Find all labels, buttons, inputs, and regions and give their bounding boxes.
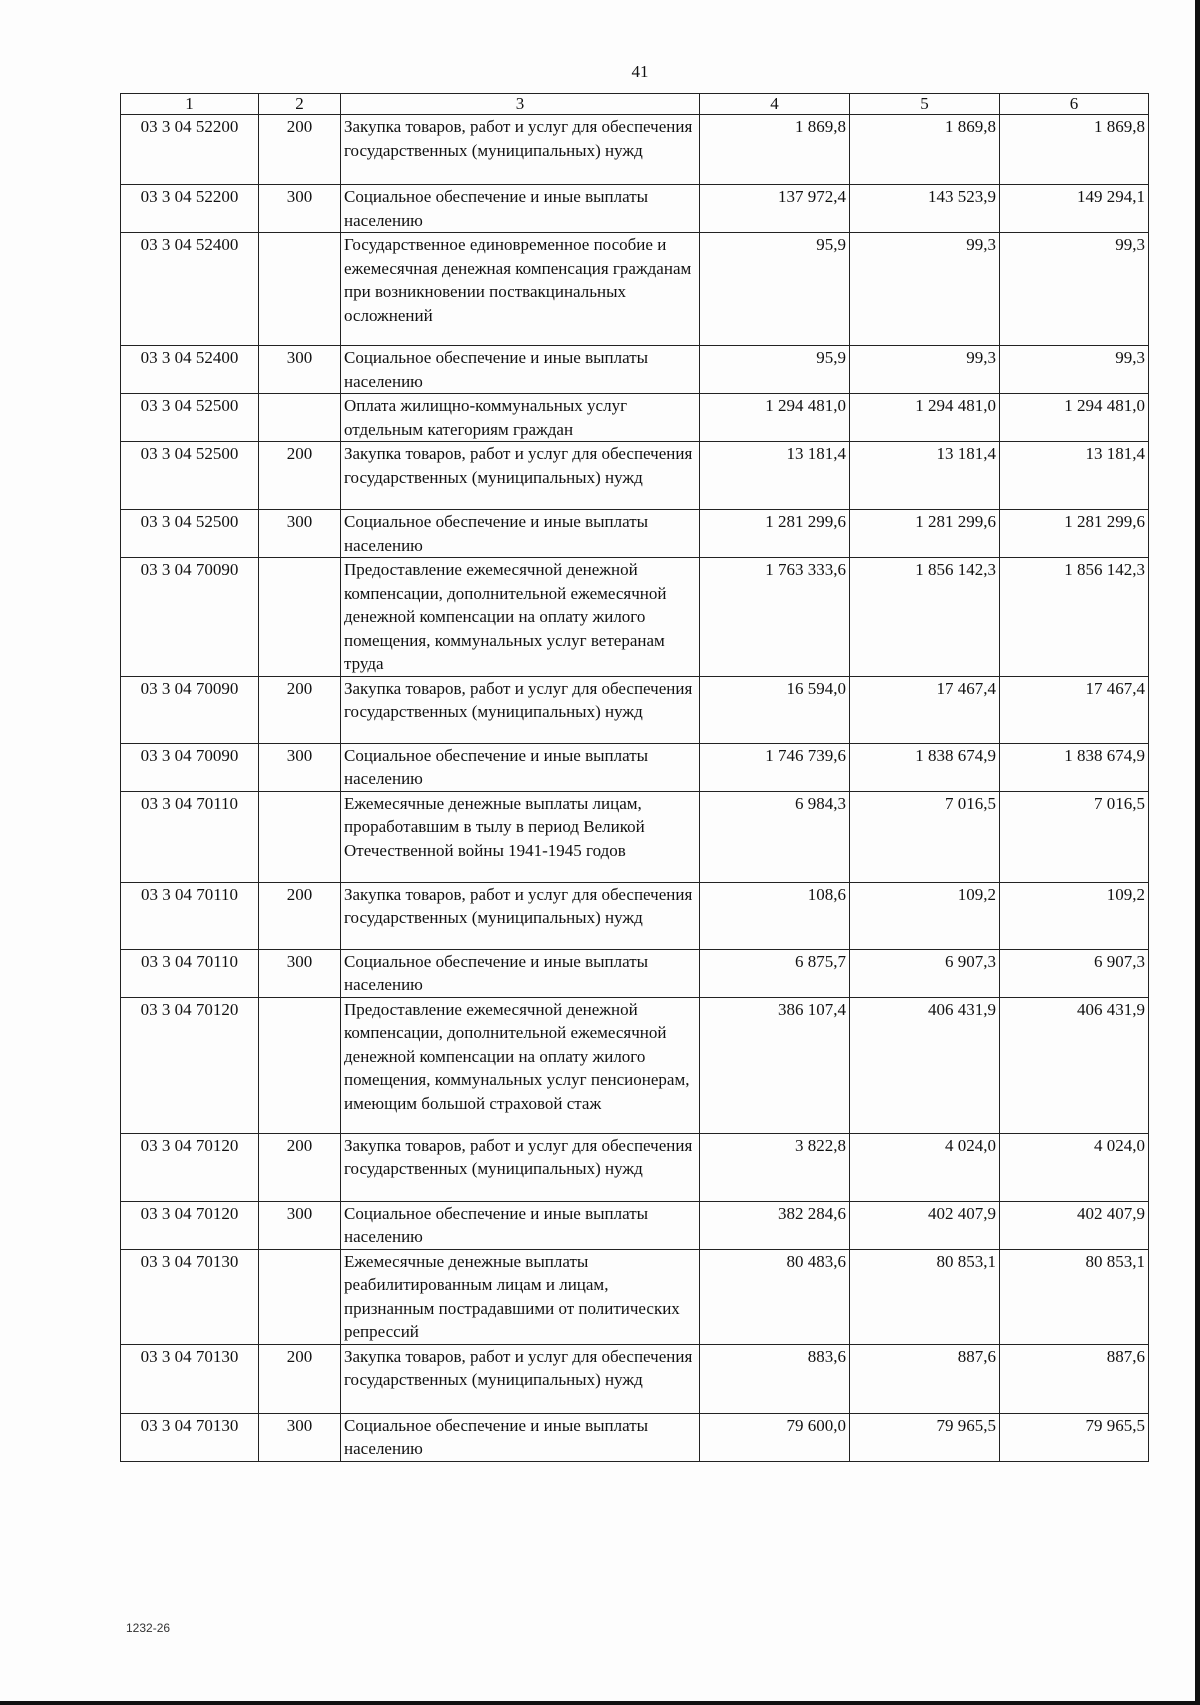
row-value-col4: 6 984,3 (700, 791, 850, 882)
table-row (121, 1133, 1149, 1201)
row-value-col5: 6 907,3 (850, 949, 1000, 997)
row-value-col6: 1 281 299,6 (1000, 510, 1149, 558)
table-row (121, 558, 1149, 677)
table-row (121, 949, 1149, 997)
row-code: 03 3 04 52200 (121, 115, 259, 185)
row-value-col5: 109,2 (850, 882, 1000, 949)
row-expense-type: 200 (259, 115, 341, 185)
row-value-col5: 80 853,1 (850, 1249, 1000, 1344)
row-value-col4: 1 294 481,0 (700, 394, 850, 442)
row-expense-type: 200 (259, 1344, 341, 1413)
row-expense-type: 300 (259, 1201, 341, 1249)
row-value-col4: 95,9 (700, 346, 850, 394)
header-col-5: 5 (850, 94, 1000, 115)
table-row (121, 743, 1149, 791)
row-value-col4: 883,6 (700, 1344, 850, 1413)
row-code: 03 3 04 70130 (121, 1249, 259, 1344)
row-code: 03 3 04 52500 (121, 442, 259, 510)
row-description: Социальное обеспечение и иные выплаты населению (341, 949, 700, 997)
header-col-4: 4 (700, 94, 850, 115)
row-value-col6: 109,2 (1000, 882, 1149, 949)
row-description: Социальное обеспечение и иные выплаты населению (341, 510, 700, 558)
row-code: 03 3 04 52400 (121, 233, 259, 346)
table-row (121, 1413, 1149, 1461)
row-value-col4: 1 763 333,6 (700, 558, 850, 677)
row-code: 03 3 04 70110 (121, 791, 259, 882)
header-col-1: 1 (121, 94, 259, 115)
row-code: 03 3 04 52500 (121, 510, 259, 558)
table-row (121, 676, 1149, 743)
scan-edge-bottom (0, 1701, 1200, 1705)
document-id: 1232-26 (126, 1621, 171, 1635)
row-value-col6: 80 853,1 (1000, 1249, 1149, 1344)
scan-edge-right (1195, 0, 1200, 1705)
row-expense-type: 300 (259, 185, 341, 233)
row-value-col6: 406 431,9 (1000, 997, 1149, 1133)
row-description: Предоставление ежемесячной денежной компенсации, дополнительной ежемесячной денежной компенсации на оплату жилого помещения, коммунальных услуг пенсионерам, имеющим большой страховой стаж (341, 997, 700, 1133)
row-expense-type: 300 (259, 510, 341, 558)
row-value-col5: 99,3 (850, 346, 1000, 394)
row-value-col5: 17 467,4 (850, 676, 1000, 743)
table-row (121, 442, 1149, 510)
row-value-col4: 1 281 299,6 (700, 510, 850, 558)
row-code: 03 3 04 70110 (121, 882, 259, 949)
row-value-col6: 13 181,4 (1000, 442, 1149, 510)
table-row (121, 185, 1149, 233)
row-value-col5: 1 281 299,6 (850, 510, 1000, 558)
row-value-col4: 108,6 (700, 882, 850, 949)
row-value-col5: 402 407,9 (850, 1201, 1000, 1249)
row-value-col4: 386 107,4 (700, 997, 850, 1133)
row-expense-type (259, 1249, 341, 1344)
row-value-col5: 7 016,5 (850, 791, 1000, 882)
row-value-col6: 17 467,4 (1000, 676, 1149, 743)
row-value-col5: 406 431,9 (850, 997, 1000, 1133)
row-expense-type (259, 997, 341, 1133)
row-code: 03 3 04 70120 (121, 997, 259, 1133)
row-description: Ежемесячные денежные выплаты реабилитированным лицам и лицам, признанным пострадавшими от политических репрессий (341, 1249, 700, 1344)
row-code: 03 3 04 52200 (121, 185, 259, 233)
row-expense-type: 200 (259, 1133, 341, 1201)
row-value-col6: 887,6 (1000, 1344, 1149, 1413)
row-description: Закупка товаров, работ и услуг для обеспечения государственных (муниципальных) нужд (341, 882, 700, 949)
row-value-col6: 7 016,5 (1000, 791, 1149, 882)
row-code: 03 3 04 70090 (121, 743, 259, 791)
row-description: Государственное единовременное пособие и ежемесячная денежная компенсация гражданам при возникновении поствакцинальных осложнений (341, 233, 700, 346)
row-description: Закупка товаров, работ и услуг для обеспечения государственных (муниципальных) нужд (341, 115, 700, 185)
row-value-col4: 1 746 739,6 (700, 743, 850, 791)
row-value-col6: 99,3 (1000, 233, 1149, 346)
row-expense-type: 200 (259, 442, 341, 510)
table-header-row (121, 94, 1149, 115)
row-description: Социальное обеспечение и иные выплаты населению (341, 185, 700, 233)
table-body (121, 115, 1149, 1462)
row-description: Ежемесячные денежные выплаты лицам, проработавшим в тылу в период Великой Отечественной войны 1941-1945 годов (341, 791, 700, 882)
row-expense-type (259, 233, 341, 346)
row-value-col5: 887,6 (850, 1344, 1000, 1413)
budget-table (120, 93, 1149, 1462)
row-description: Закупка товаров, работ и услуг для обеспечения государственных (муниципальных) нужд (341, 1133, 700, 1201)
row-value-col6: 1 869,8 (1000, 115, 1149, 185)
row-expense-type (259, 558, 341, 677)
row-value-col6: 99,3 (1000, 346, 1149, 394)
row-value-col6: 1 838 674,9 (1000, 743, 1149, 791)
row-value-col5: 1 856 142,3 (850, 558, 1000, 677)
row-value-col6: 402 407,9 (1000, 1201, 1149, 1249)
table-row (121, 791, 1149, 882)
row-value-col5: 79 965,5 (850, 1413, 1000, 1461)
header-col-3: 3 (341, 94, 700, 115)
table-row (121, 1249, 1149, 1344)
row-description: Социальное обеспечение и иные выплаты населению (341, 346, 700, 394)
table-row (121, 115, 1149, 185)
row-value-col6: 149 294,1 (1000, 185, 1149, 233)
row-value-col4: 79 600,0 (700, 1413, 850, 1461)
row-value-col6: 6 907,3 (1000, 949, 1149, 997)
table-row (121, 233, 1149, 346)
header-col-2: 2 (259, 94, 341, 115)
row-description: Социальное обеспечение и иные выплаты населению (341, 1201, 700, 1249)
row-expense-type: 300 (259, 1413, 341, 1461)
table-row (121, 346, 1149, 394)
row-description: Социальное обеспечение и иные выплаты населению (341, 1413, 700, 1461)
row-value-col5: 143 523,9 (850, 185, 1000, 233)
row-value-col4: 95,9 (700, 233, 850, 346)
table-row (121, 1201, 1149, 1249)
row-expense-type: 200 (259, 676, 341, 743)
row-value-col5: 4 024,0 (850, 1133, 1000, 1201)
row-code: 03 3 04 70110 (121, 949, 259, 997)
table-row (121, 997, 1149, 1133)
row-code: 03 3 04 70090 (121, 558, 259, 677)
row-value-col5: 13 181,4 (850, 442, 1000, 510)
row-value-col4: 13 181,4 (700, 442, 850, 510)
row-value-col6: 1 294 481,0 (1000, 394, 1149, 442)
row-expense-type: 200 (259, 882, 341, 949)
row-value-col5: 99,3 (850, 233, 1000, 346)
row-value-col6: 79 965,5 (1000, 1413, 1149, 1461)
row-code: 03 3 04 70090 (121, 676, 259, 743)
table-row (121, 394, 1149, 442)
row-value-col6: 4 024,0 (1000, 1133, 1149, 1201)
header-col-6: 6 (1000, 94, 1149, 115)
row-value-col4: 16 594,0 (700, 676, 850, 743)
row-expense-type: 300 (259, 949, 341, 997)
row-code: 03 3 04 52500 (121, 394, 259, 442)
row-expense-type (259, 791, 341, 882)
row-description: Закупка товаров, работ и услуг для обеспечения государственных (муниципальных) нужд (341, 676, 700, 743)
row-value-col5: 1 294 481,0 (850, 394, 1000, 442)
row-code: 03 3 04 52400 (121, 346, 259, 394)
row-value-col4: 137 972,4 (700, 185, 850, 233)
row-description: Закупка товаров, работ и услуг для обеспечения государственных (муниципальных) нужд (341, 442, 700, 510)
row-expense-type: 300 (259, 743, 341, 791)
row-code: 03 3 04 70130 (121, 1344, 259, 1413)
row-description: Предоставление ежемесячной денежной компенсации, дополнительной ежемесячной денежной компенсации на оплату жилого помещения, коммунальных услуг ветеранам труда (341, 558, 700, 677)
row-value-col4: 382 284,6 (700, 1201, 850, 1249)
row-value-col5: 1 838 674,9 (850, 743, 1000, 791)
row-value-col4: 80 483,6 (700, 1249, 850, 1344)
row-code: 03 3 04 70120 (121, 1133, 259, 1201)
page-number: 41 (631, 62, 649, 81)
row-code: 03 3 04 70130 (121, 1413, 259, 1461)
row-value-col6: 1 856 142,3 (1000, 558, 1149, 677)
row-description: Закупка товаров, работ и услуг для обеспечения государственных (муниципальных) нужд (341, 1344, 700, 1413)
table-row (121, 882, 1149, 949)
row-value-col4: 3 822,8 (700, 1133, 850, 1201)
row-expense-type (259, 394, 341, 442)
row-code: 03 3 04 70120 (121, 1201, 259, 1249)
table-row (121, 1344, 1149, 1413)
row-expense-type: 300 (259, 346, 341, 394)
row-description: Социальное обеспечение и иные выплаты населению (341, 743, 700, 791)
table-row (121, 510, 1149, 558)
row-description: Оплата жилищно-коммунальных услуг отдельным категориям граждан (341, 394, 700, 442)
row-value-col4: 1 869,8 (700, 115, 850, 185)
row-value-col5: 1 869,8 (850, 115, 1000, 185)
row-value-col4: 6 875,7 (700, 949, 850, 997)
